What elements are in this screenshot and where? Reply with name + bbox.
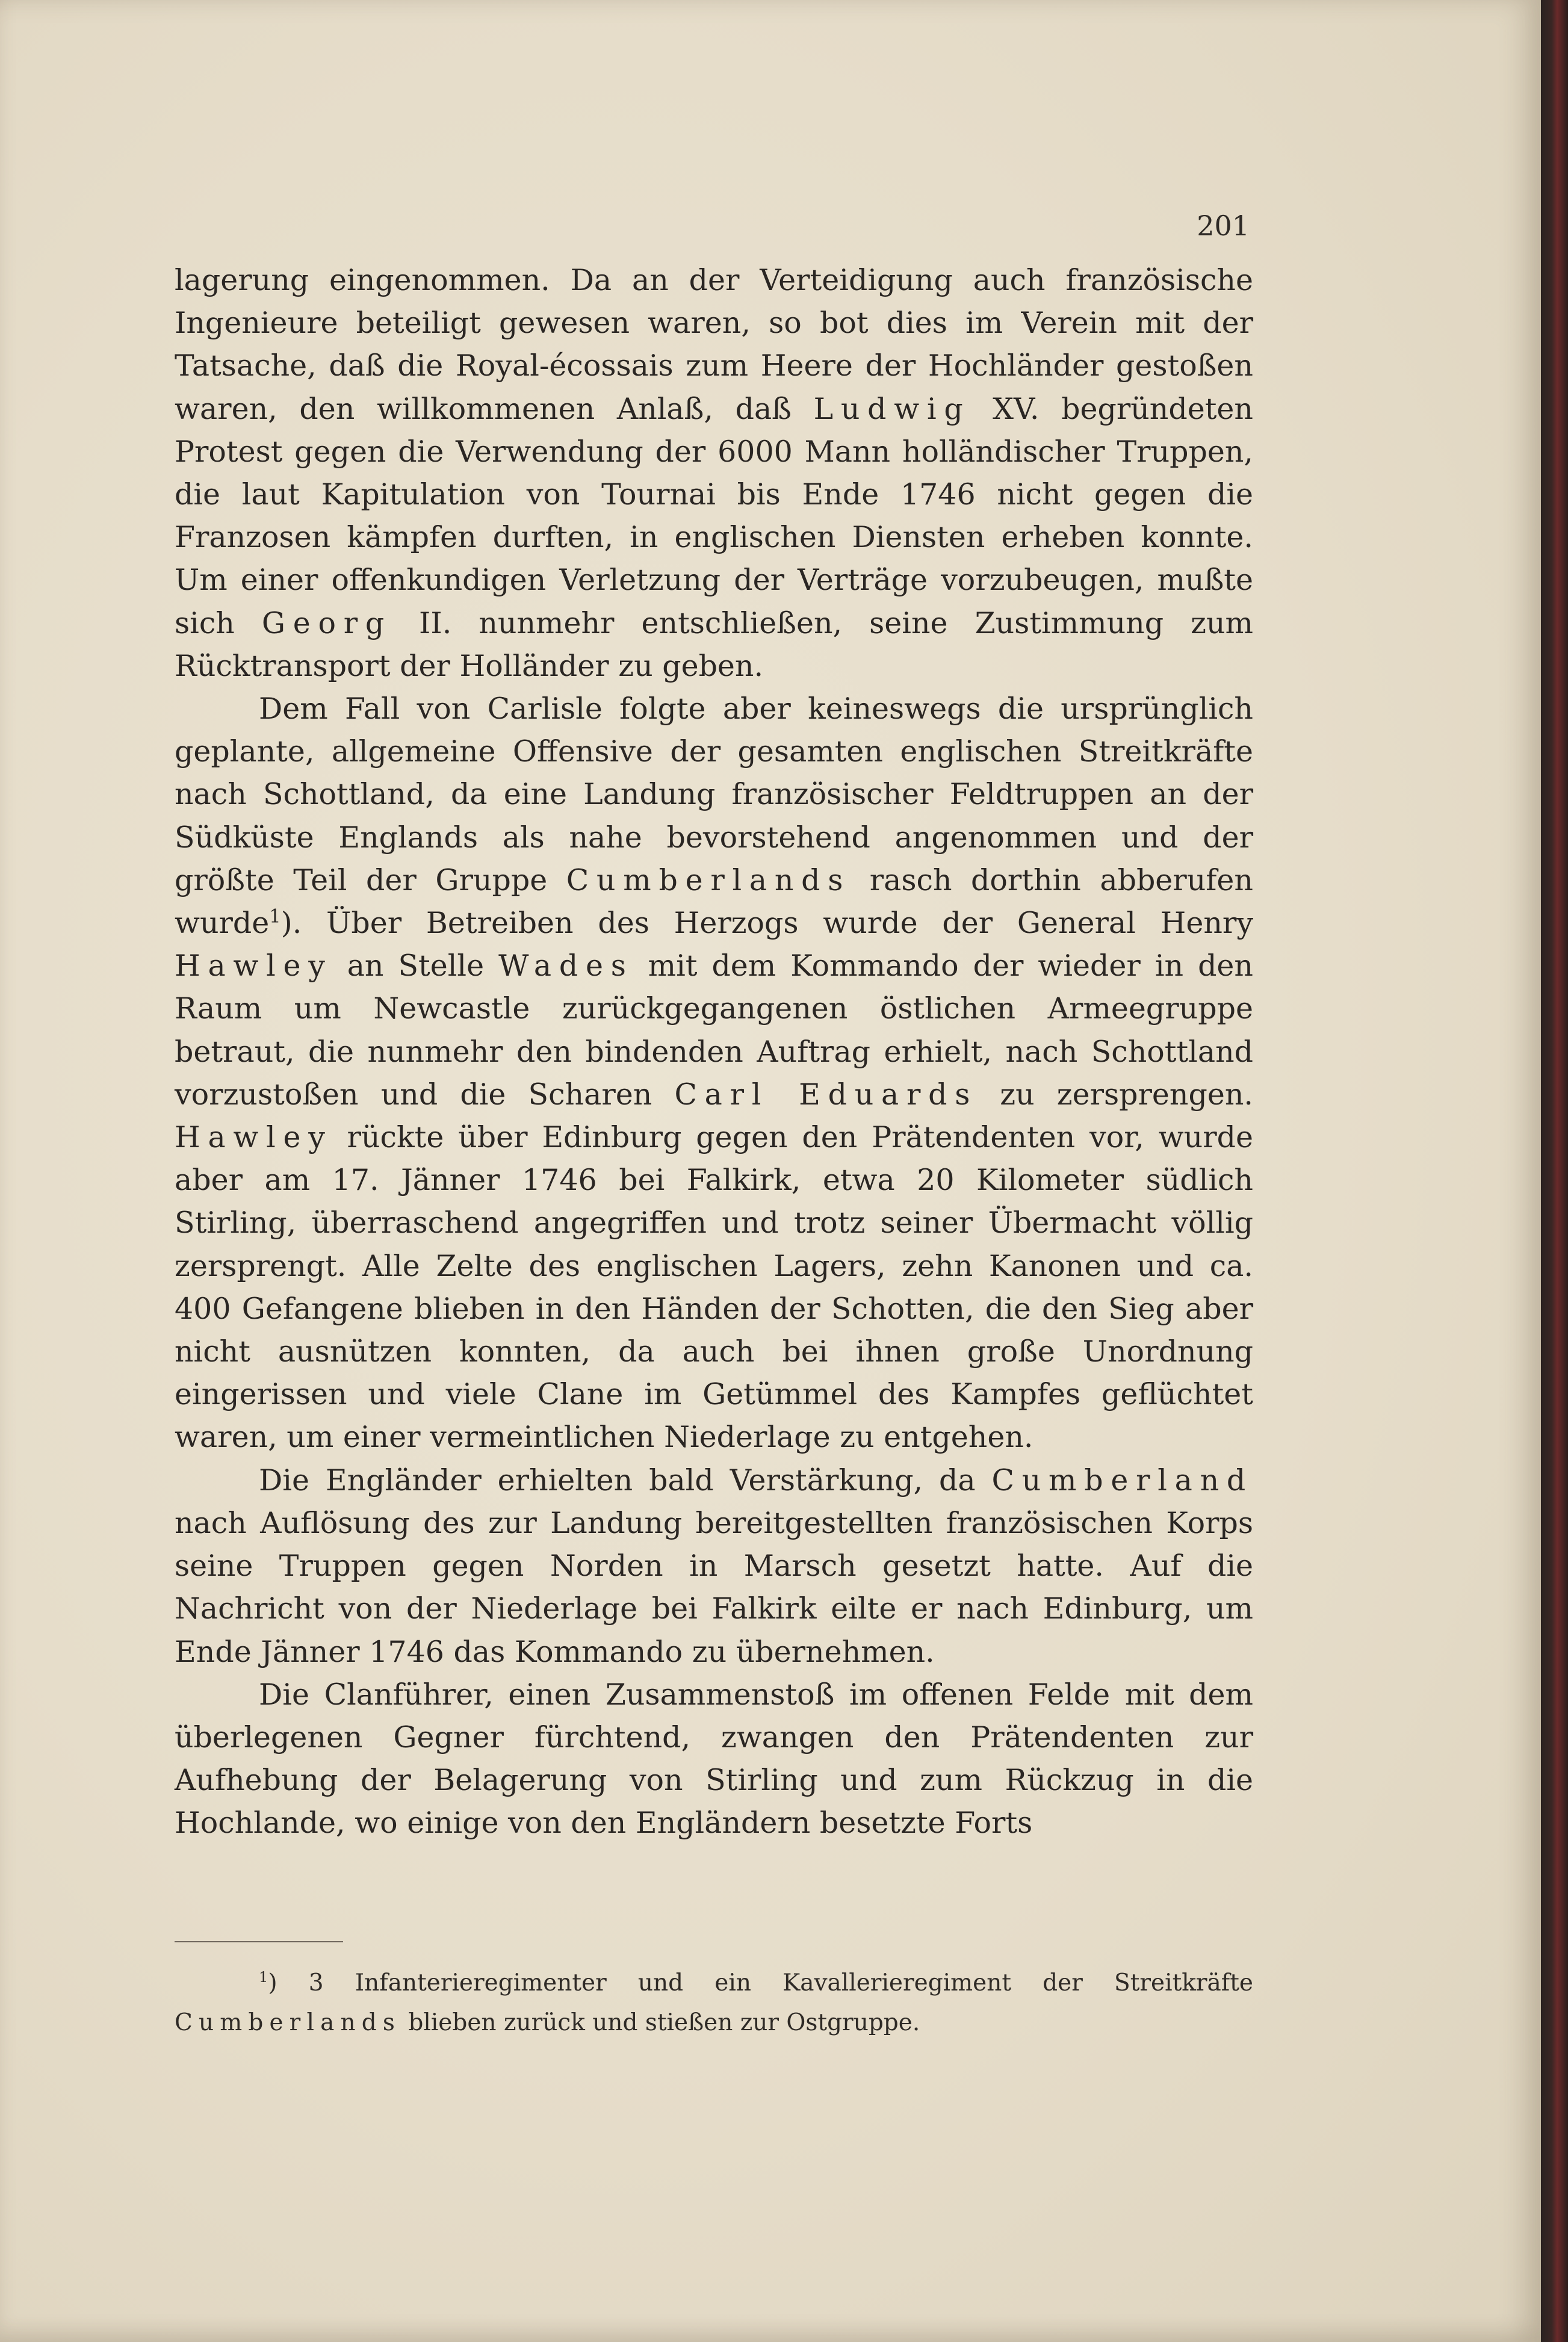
- text-run: ) 3 Infanterieregimenter und ein Kavallerieregiment der Streitkräfte: [268, 1969, 1253, 1997]
- text-run: Die Engländer erhielten bald Verstärkung, da: [259, 1463, 992, 1498]
- paragraph-2: [175, 687, 1253, 1459]
- spaced-name: Cumberland: [991, 1463, 1253, 1498]
- footnote-reference[interactable]: 1: [269, 906, 281, 928]
- page-number: 201: [1197, 209, 1250, 242]
- text-run: blieben zurück und stießen zur Ostgruppe.: [401, 2009, 920, 2036]
- spaced-name: Carl Eduards: [674, 1077, 978, 1112]
- text-run: lagerung eingenommen. Da an der Verteidigung auch französische Ingenieure beteiligt gewesen waren, so bot dies im Verein mit der Tatsache, daß die Royal-écossais zum Heere der Hochländer gestoßen waren, den willkommenen Anlaß, daß: [175, 263, 1253, 426]
- text-run: zu zersprengen.: [978, 1077, 1253, 1112]
- footnote-1: [175, 1963, 1253, 2043]
- paragraph-3: [175, 1459, 1253, 1673]
- spaced-name: Cumberlands: [566, 863, 851, 897]
- spaced-name: Hawley: [175, 949, 333, 984]
- text-run: rasch dorthin abberufen wurde: [175, 863, 1253, 941]
- book-spine-edge: [1541, 0, 1568, 2342]
- text-run: an Stelle: [332, 949, 499, 984]
- paragraph-1: [175, 259, 1253, 687]
- text-run: Die Clanführer, einen Zusammenstoß im offenen Felde mit dem überlegenen Gegner fürchtend, zwangen den Prätendenten zur Aufhebung der Belagerung von Stirling und zum Rückzug in die Hochlande, wo einige von den Engländern besetzte Forts: [175, 1677, 1253, 1841]
- paragraph-4: [175, 1673, 1253, 1845]
- spaced-name: Georg: [261, 606, 392, 640]
- text-run: II. nunmehr entschließen, seine Zustimmung zum Rücktransport der Holländer zu geben.: [175, 606, 1253, 683]
- body-text: [175, 259, 1253, 1845]
- footnote-marker: 1: [259, 1969, 268, 1986]
- text-run: XV. begründeten Protest gegen die Verwendung der 6000 Mann holländischer Truppen, die laut Kapitulation von Tournai bis Ende 1746 nicht gegen die Franzosen kämpfen durften, in englischen Diensten erheben konnte. Um einer offenkundigen Verletzung der Verträge vorzubeugen, mußte sich: [175, 391, 1253, 640]
- footnote-divider: [175, 1941, 343, 1942]
- footnotes: [175, 1963, 1253, 2043]
- spaced-name: Ludwig: [813, 391, 971, 426]
- text-run: mit dem Kommando der wieder in den Raum um Newcastle zurückgegangenen östlichen Armeegruppe betraut, die nunmehr den bindenden Auftrag erhielt, nach Schottland vorzustoßen und die Scharen: [175, 949, 1253, 1112]
- text-run: rückte über Edinburg gegen den Prätendenten vor, wurde aber am 17. Jänner 1746 bei Falkirk, etwa 20 Kilometer südlich Stirling, überraschend angegriffen und trotz seiner Übermacht völlig zersprengt. Alle Zelte des englischen Lagers, zehn Kanonen und ca. 400 Gefangene blieben in den Händen der Schotten, die den Sieg aber nicht ausnützen konnten, da auch bei ihnen große Unordnung eingerissen und viele Clane im Getümmel des Kampfes geflüchtet waren, um einer vermeintlichen Niederlage zu entgehen.: [175, 1120, 1253, 1455]
- spaced-name: Cumberlands: [175, 2009, 401, 2036]
- text-run: ). Über Betreiben des Herzogs wurde der General Henry: [280, 906, 1253, 941]
- spaced-name: Hawley: [175, 1120, 333, 1155]
- spaced-name: Wades: [498, 949, 634, 984]
- text-run: nach Auflösung des zur Landung bereitgestellten französischen Korps seine Truppen gegen Norden in Marsch gesetzt hatte. Auf die Nachricht von der Niederlage bei Falkirk eilte er nach Edinburg, um Ende Jänner 1746 das Kommando zu übernehmen.: [175, 1505, 1253, 1669]
- text-run: Dem Fall von Carlisle folgte aber keineswegs die ursprünglich geplante, allgemeine Offensive der gesamten englischen Streitkräfte nach Schottland, da eine Landung französischer Feldtruppen an der Südküste Englands als nahe bevorstehend angenommen und der größte Teil der Gruppe: [175, 692, 1253, 897]
